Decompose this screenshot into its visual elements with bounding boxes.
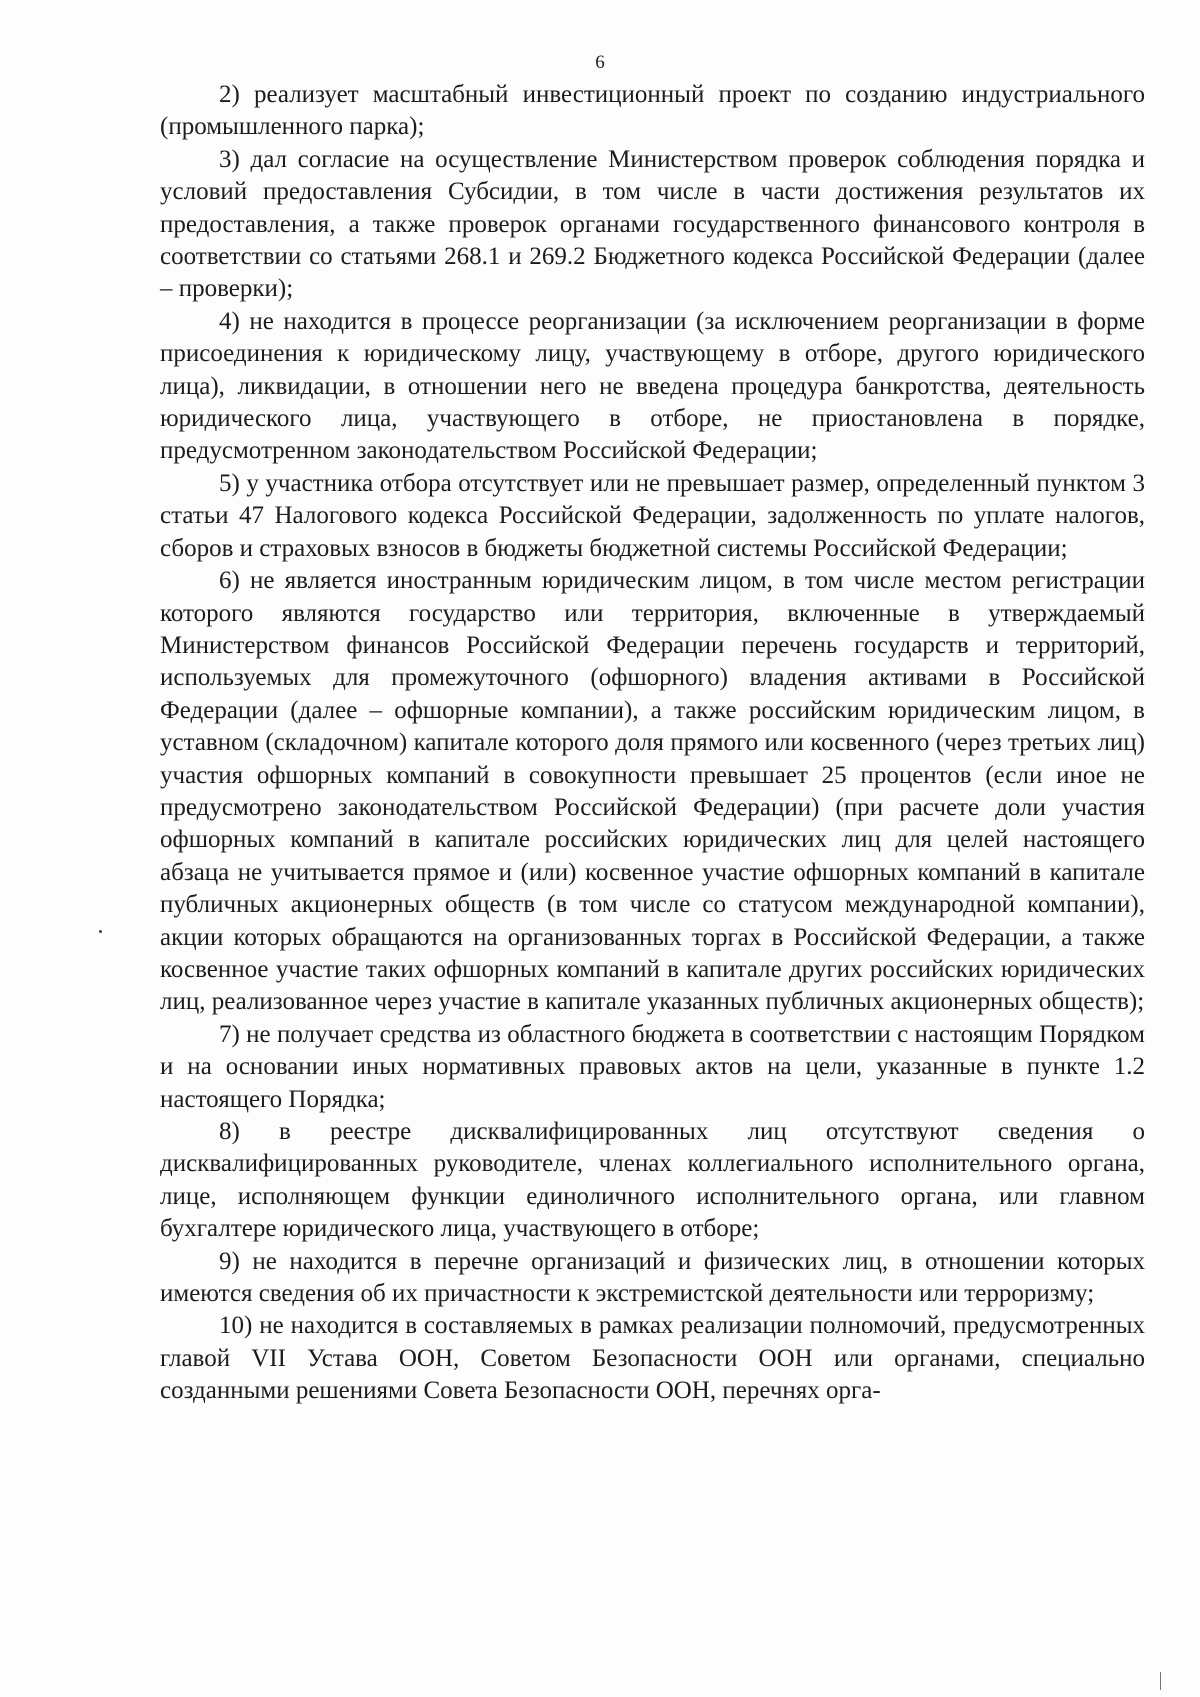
list-item-2: 2) реализует масштабный инвестиционный проект по созданию индустриального (промышленного парка); bbox=[160, 81, 1145, 141]
scan-edge-mark bbox=[1160, 1672, 1161, 1690]
list-item-10: 10) не находится в составляемых в рамках реализации полномочий, предусмотренных главой VII Устава ООН, Советом Безопасности ООН или органами, специально созданными решениями Совета Безопасности ООН, перечнях орга- bbox=[160, 1312, 1145, 1405]
page-number: 6 bbox=[595, 52, 605, 73]
document-body bbox=[160, 79, 1145, 1408]
list-item-8: 8) в реестре дисквалифицированных лиц отсутствуют сведения о дисквалифицированных руководителе, членах коллегиального исполнительного органа, лице, исполняющем функции единоличного исполнительного органа, или главном бухгалтере юридического лица, участвующего в отборе; bbox=[160, 1118, 1145, 1243]
list-item-5: 5) у участника отбора отсутствует или не превышает размер, определенный пунктом 3 статьи 47 Налогового кодекса Российской Федерации, задолженность по уплате налогов, сборов и страховых взносов в бюджеты бюджетной системы Российской Федерации; bbox=[160, 469, 1145, 562]
list-item-6: 6) не является иностранным юридическим лицом, в том числе местом регистрации которого являются государство или территория, включенные в утверждаемый Министерством финансов Российской Федерации перечень государств и территорий, используемых для промежуточного (офшорного) владения активами в Российской Федерации (далее – офшорные компании), а также российским юридическим лицом, в уставном (складочном) капитале которого доля прямого или косвенного (через третьих лиц) участия офшорных компаний в совокупности превышает 25 процентов (если иное не предусмотрено законодательством Российской Федерации) (при расчете доли участия офшорных компаний в капитале российских юридических лиц для целей настоящего абзаца не учитывается прямое и (или) косвенное участие офшорных компаний в капитале публичных акционерных обществ (в том числе со статусом международной компании), акции которых обращаются на организованных торгах в Российской Федерации, а также косвенное участие таких офшорных компаний в капитале других российских юридических лиц, реализованное через участие в капитале указанных публичных акционерных обществ); bbox=[160, 567, 1145, 1016]
list-item-7: 7) не получает средства из областного бюджета в соответствии с настоящим Порядком и на основании иных нормативных правовых актов на цели, указанные в пункте 1.2 настоящего Порядка; bbox=[160, 1020, 1145, 1113]
list-item-4: 4) не находится в процессе реорганизации (за исключением реорганизации в форме присоединения к юридическому лицу, участвующему в отборе, другого юридического лица), ликвидации, в отношении него не введена процедура банкротства, деятельность юридического лица, участвующего в отборе, не приостановлена в порядке, предусмотренном законодательством Российской Федерации; bbox=[160, 307, 1145, 465]
scan-speck bbox=[99, 930, 102, 933]
list-item-3: 3) дал согласие на осуществление Министерством проверок соблюдения порядка и условий предоставления Субсидии, в том числе в части достижения результатов их предоставления, а также проверок органами государственного финансового контроля в соответствии со статьями 268.1 и 269.2 Бюджетного кодекса Российской Федерации (далее – проверки); bbox=[160, 145, 1145, 303]
list-item-9: 9) не находится в перечне организаций и физических лиц, в отношении которых имеются сведения об их причастности к экстремистской деятельности или терроризму; bbox=[160, 1247, 1145, 1308]
